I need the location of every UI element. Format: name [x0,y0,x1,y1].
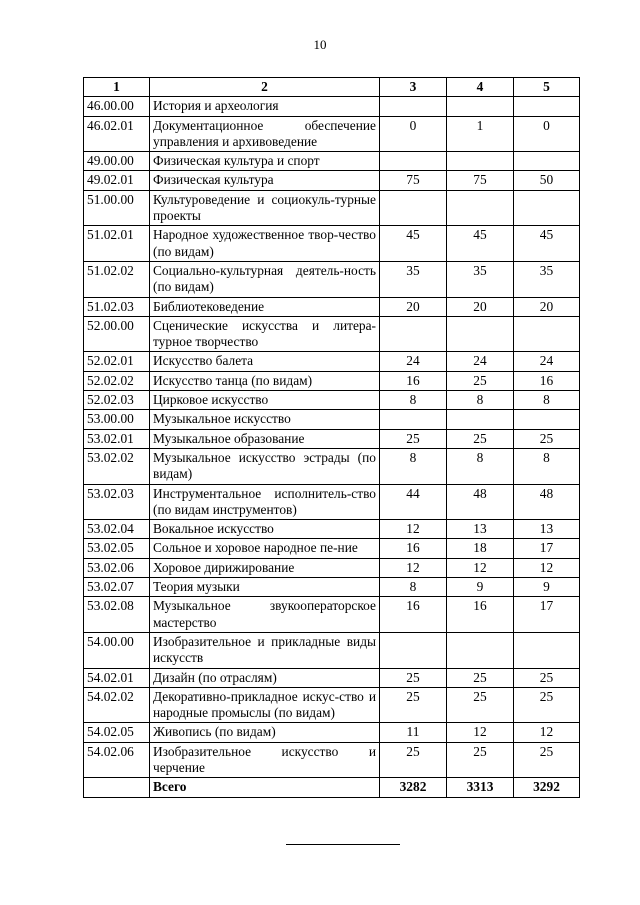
row-name: Искусство балета [150,352,380,371]
row-value-col4: 25 [447,668,514,687]
row-value-col4: 75 [447,171,514,190]
row-name: Музыкальное искусство эстрады (по видам) [150,448,380,484]
row-code: 51.02.01 [84,226,150,262]
row-value-col4: 13 [447,520,514,539]
row-value-col3: 11 [380,723,447,742]
row-name: История и археология [150,97,380,116]
row-name: Искусство танца (по видам) [150,371,380,390]
row-value-col3: 16 [380,371,447,390]
row-value-col3: 12 [380,558,447,577]
table-row [84,539,580,558]
data-table [83,77,580,798]
row-name: Документационное обеспечение управления и архивоведение [150,116,380,152]
row-value-col3: 24 [380,352,447,371]
row-code: 49.00.00 [84,152,150,171]
row-value-col5: 45 [514,226,580,262]
row-code: 46.00.00 [84,97,150,116]
row-value-col5: 25 [514,429,580,448]
row-value-col4: 25 [447,742,514,778]
row-code: 53.02.03 [84,484,150,520]
row-name: Изобразительное и прикладные виды искусств [150,632,380,668]
table-row [84,429,580,448]
row-name: Живопись (по видам) [150,723,380,742]
row-value-col3: 25 [380,742,447,778]
column-header: 4 [447,78,514,97]
row-code: 53.02.05 [84,539,150,558]
row-code: 54.02.06 [84,742,150,778]
row-value-col3: 45 [380,226,447,262]
row-value-col4: 45 [447,226,514,262]
row-name: Хоровое дирижирование [150,558,380,577]
row-value-col3: 20 [380,297,447,316]
row-name: Физическая культура [150,171,380,190]
row-name: Музыкальное образование [150,429,380,448]
row-value-col5 [514,97,580,116]
row-code: 51.02.02 [84,261,150,297]
row-value-col5: 13 [514,520,580,539]
row-code: 53.02.06 [84,558,150,577]
table-row [84,558,580,577]
row-name: Музыкальное звукооператорское мастерство [150,597,380,633]
row-code: 53.02.08 [84,597,150,633]
row-value-col4 [447,97,514,116]
row-value-col4 [447,316,514,352]
row-name: Библиотековедение [150,297,380,316]
row-value-col5: 25 [514,742,580,778]
row-code: 54.02.05 [84,723,150,742]
row-value-col3: 75 [380,171,447,190]
row-name: Инструментальное исполнитель-ство (по видам инструментов) [150,484,380,520]
row-code: 52.02.01 [84,352,150,371]
row-value-col5: 12 [514,558,580,577]
row-value-col5: 3292 [514,778,580,797]
row-value-col3 [380,316,447,352]
row-value-col4 [447,152,514,171]
row-value-col3: 35 [380,261,447,297]
row-value-col4: 35 [447,261,514,297]
row-name: Дизайн (по отраслям) [150,668,380,687]
row-code: 53.00.00 [84,410,150,429]
table-body [84,97,580,797]
row-code: 53.02.02 [84,448,150,484]
row-value-col5: 9 [514,578,580,597]
row-value-col3 [380,152,447,171]
row-name: Музыкальное искусство [150,410,380,429]
row-name: Сольное и хоровое народное пе-ние [150,539,380,558]
table-row [84,410,580,429]
footer-rule [286,844,400,845]
row-value-col5: 17 [514,539,580,558]
row-value-col3: 12 [380,520,447,539]
row-value-col5: 25 [514,687,580,723]
row-value-col5: 25 [514,668,580,687]
row-value-col4: 1 [447,116,514,152]
row-name: Социально-культурная деятель-ность (по видам) [150,261,380,297]
row-code: 54.02.02 [84,687,150,723]
row-value-col5: 8 [514,448,580,484]
row-value-col5: 16 [514,371,580,390]
table-row [84,352,580,371]
column-header: 1 [84,78,150,97]
row-value-col4: 12 [447,558,514,577]
row-value-col3 [380,97,447,116]
row-code: 51.00.00 [84,190,150,226]
row-value-col3 [380,632,447,668]
row-code: 52.02.02 [84,371,150,390]
table-row [84,190,580,226]
table-row [84,391,580,410]
row-value-col3: 44 [380,484,447,520]
row-value-col5 [514,152,580,171]
row-name: Изобразительное искусство и черчение [150,742,380,778]
table-row [84,687,580,723]
table-row [84,261,580,297]
row-value-col4: 20 [447,297,514,316]
column-header: 5 [514,78,580,97]
row-name: Сценические искусства и литера-турное творчество [150,316,380,352]
row-value-col4 [447,410,514,429]
table-row [84,152,580,171]
row-value-col5: 0 [514,116,580,152]
row-name: Теория музыки [150,578,380,597]
row-code: 52.00.00 [84,316,150,352]
row-value-col3: 0 [380,116,447,152]
table-row [84,723,580,742]
row-value-col3: 8 [380,391,447,410]
table-row [84,226,580,262]
table-header-row [84,78,580,97]
row-value-col3 [380,190,447,226]
row-value-col5: 20 [514,297,580,316]
table-row [84,578,580,597]
row-value-col4: 25 [447,429,514,448]
row-value-col3: 8 [380,448,447,484]
row-value-col5: 35 [514,261,580,297]
table-row [84,668,580,687]
table-row [84,297,580,316]
row-value-col3: 16 [380,597,447,633]
table-row [84,597,580,633]
row-value-col4: 3313 [447,778,514,797]
row-value-col3 [380,410,447,429]
row-value-col4: 12 [447,723,514,742]
table-total-row [84,778,580,797]
row-value-col4: 18 [447,539,514,558]
row-value-col4: 16 [447,597,514,633]
table-row [84,371,580,390]
row-code [84,778,150,797]
table-row [84,116,580,152]
row-name: Всего [150,778,380,797]
row-value-col3: 25 [380,687,447,723]
row-value-col5: 24 [514,352,580,371]
row-name: Цирковое искусство [150,391,380,410]
row-value-col5: 17 [514,597,580,633]
table-row [84,171,580,190]
row-value-col3: 25 [380,429,447,448]
row-value-col4: 25 [447,371,514,390]
row-value-col5: 48 [514,484,580,520]
row-name: Декоративно-прикладное искус-ство и народные промыслы (по видам) [150,687,380,723]
row-code: 53.02.01 [84,429,150,448]
row-code: 49.02.01 [84,171,150,190]
row-value-col3: 16 [380,539,447,558]
row-value-col4 [447,632,514,668]
row-code: 54.02.01 [84,668,150,687]
row-code: 53.02.07 [84,578,150,597]
row-code: 52.02.03 [84,391,150,410]
row-name: Физическая культура и спорт [150,152,380,171]
row-code: 54.00.00 [84,632,150,668]
row-code: 46.02.01 [84,116,150,152]
row-code: 53.02.04 [84,520,150,539]
row-name: Вокальное искусство [150,520,380,539]
row-value-col4: 48 [447,484,514,520]
row-value-col5 [514,410,580,429]
row-value-col5 [514,632,580,668]
row-value-col3: 3282 [380,778,447,797]
table-row [84,97,580,116]
row-value-col5: 12 [514,723,580,742]
row-value-col5 [514,316,580,352]
table-row [84,520,580,539]
row-code: 51.02.03 [84,297,150,316]
table-row [84,742,580,778]
column-header: 3 [380,78,447,97]
row-value-col4 [447,190,514,226]
row-value-col4: 24 [447,352,514,371]
table-row [84,316,580,352]
row-value-col4: 9 [447,578,514,597]
row-name: Культуроведение и социокуль-турные проекты [150,190,380,226]
row-value-col3: 8 [380,578,447,597]
row-name: Народное художественное твор-чество (по видам) [150,226,380,262]
row-value-col4: 8 [447,448,514,484]
row-value-col4: 8 [447,391,514,410]
table-row [84,448,580,484]
row-value-col4: 25 [447,687,514,723]
row-value-col5: 50 [514,171,580,190]
row-value-col5: 8 [514,391,580,410]
row-value-col3: 25 [380,668,447,687]
table-row [84,632,580,668]
column-header: 2 [150,78,380,97]
table-row [84,484,580,520]
page-number: 10 [313,37,327,52]
row-value-col5 [514,190,580,226]
